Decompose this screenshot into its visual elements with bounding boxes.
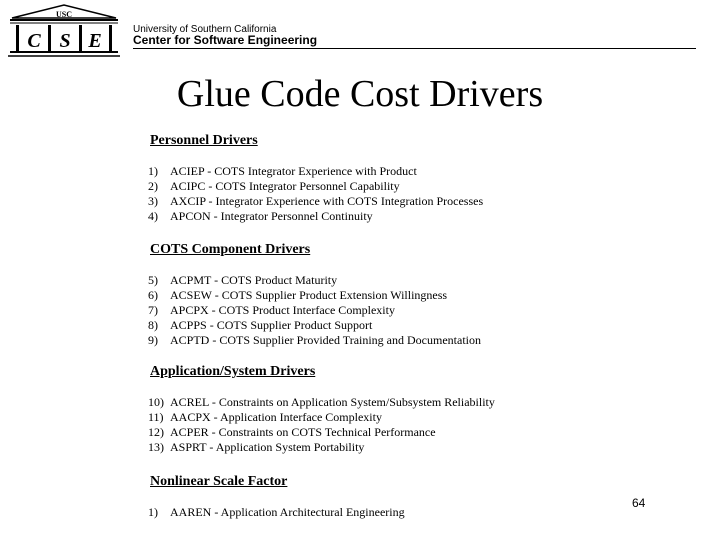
item-number: 2) — [148, 179, 158, 193]
list-item — [148, 179, 400, 194]
logo-monogram: USC — [55, 10, 73, 19]
section-heading-application-system-drivers: Application/System Drivers — [150, 364, 316, 379]
section-heading-nonlinear-scale-factor: Nonlinear Scale Factor — [150, 474, 288, 489]
list-item — [148, 395, 495, 410]
center-name: Center for Software Engineering — [133, 33, 318, 47]
item-number: 1) — [148, 164, 158, 178]
slide-title: Glue Code Cost Drivers — [176, 73, 544, 115]
list-item — [148, 273, 337, 288]
item-text: AACPX - Application Interface Complexity — [170, 410, 382, 424]
usc-cse-building-icon — [8, 4, 120, 60]
item-number: 12) — [148, 425, 164, 439]
list-item — [148, 288, 447, 303]
list-item — [148, 505, 405, 520]
logo-letter-s: S — [59, 30, 71, 52]
logo-letter-c: C — [27, 30, 41, 52]
item-number: 3) — [148, 194, 158, 208]
item-number: 9) — [148, 333, 158, 347]
item-number: 4) — [148, 209, 158, 223]
item-text: ACPTD - COTS Supplier Provided Training and Documentation — [170, 333, 481, 347]
list-item — [148, 194, 483, 209]
item-number: 10) — [148, 395, 164, 409]
item-number: 6) — [148, 288, 158, 302]
item-text: ACREL - Constraints on Application System/Subsystem Reliability — [170, 395, 495, 409]
list-item — [148, 318, 372, 333]
item-text: APCON - Integrator Personnel Continuity — [170, 209, 373, 223]
item-number: 8) — [148, 318, 158, 332]
list-item — [148, 425, 436, 440]
item-number: 1) — [148, 505, 158, 519]
list-item — [148, 209, 373, 224]
item-text: ACPMT - COTS Product Maturity — [170, 273, 338, 287]
list-item — [148, 410, 382, 425]
item-text: AXCIP - Integrator Experience with COTS Integration Processes — [170, 194, 484, 208]
list-item — [148, 303, 395, 318]
item-text: ACIEP - COTS Integrator Experience with Product — [170, 164, 417, 178]
item-text: AAREN - Application Architectural Engineering — [170, 505, 405, 519]
item-text: ACSEW - COTS Supplier Product Extension Willingness — [170, 288, 448, 302]
section-heading-cots-component-drivers: COTS Component Drivers — [150, 242, 311, 257]
cse-logo — [8, 4, 120, 60]
item-text: ACPPS - COTS Supplier Product Support — [170, 318, 373, 332]
page-number: 64 — [632, 496, 646, 510]
item-number: 11) — [148, 410, 164, 424]
list-item — [148, 164, 417, 179]
item-text: ASPRT - Application System Portability — [170, 440, 365, 454]
list-item — [148, 440, 364, 455]
logo-letter-e: E — [88, 30, 102, 52]
item-number: 13) — [148, 440, 164, 454]
item-text: ACIPC - COTS Integrator Personnel Capability — [170, 179, 400, 193]
header-divider — [133, 48, 696, 49]
section-heading-personnel-drivers: Personnel Drivers — [150, 133, 258, 148]
item-number: 7) — [148, 303, 158, 317]
item-number: 5) — [148, 273, 158, 287]
item-text: ACPER - Constraints on COTS Technical Performance — [170, 425, 436, 439]
item-text: APCPX - COTS Product Interface Complexity — [170, 303, 395, 317]
university-name: University of Southern California — [133, 24, 277, 35]
list-item — [148, 333, 481, 348]
